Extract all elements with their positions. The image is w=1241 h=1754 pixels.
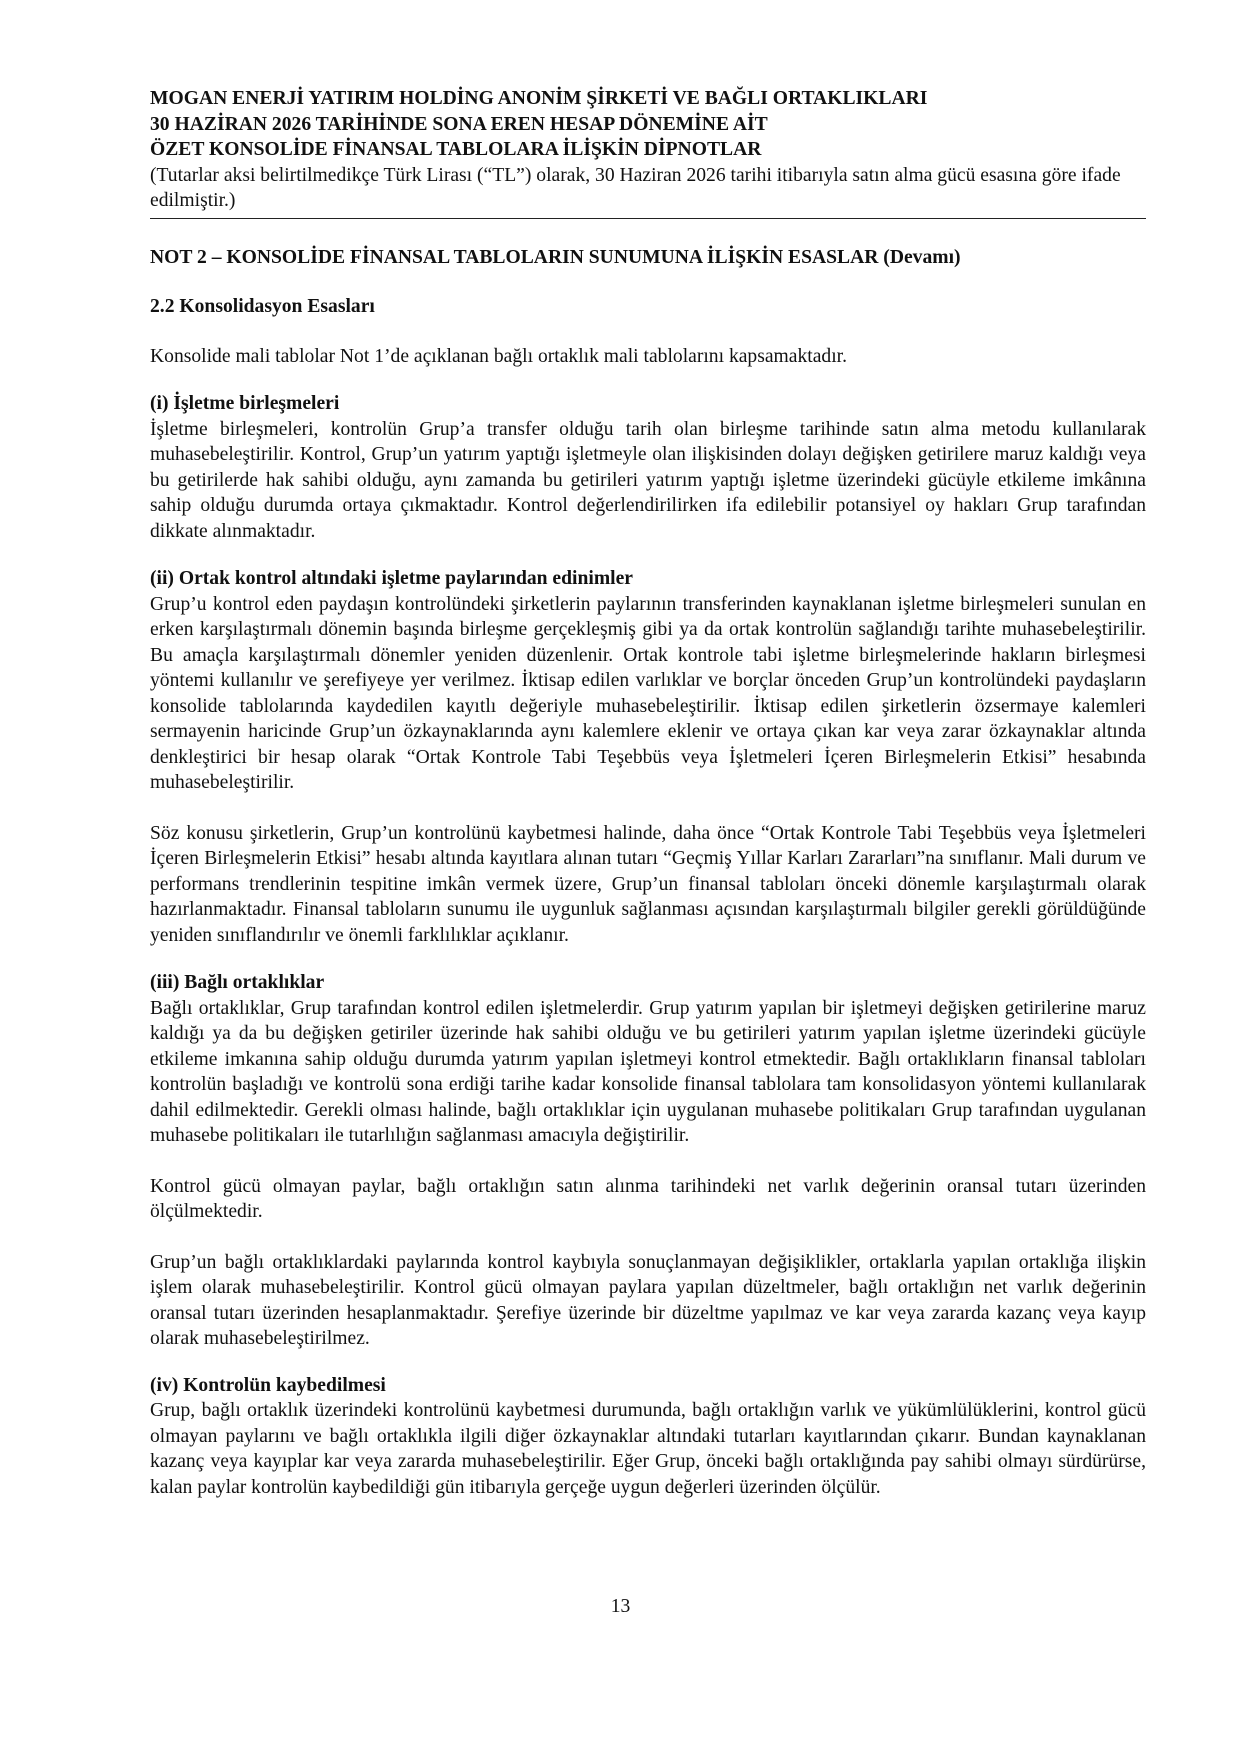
report-title: ÖZET KONSOLİDE FİNANSAL TABLOLARA İLİŞKİN DİPNOTLAR [150, 139, 762, 160]
currency-note: (Tutarlar aksi belirtilmedikçe Türk Lirası (“TL”) olarak, 30 Haziran 2026 tarihi itibarıyla satın alma gücü esasına göre ifade edilmiştir.) [150, 164, 1121, 211]
paragraph: İşletme birleşmeleri, kontrolün Grup’a transfer olduğu tarih olan birleşme tarihinde satın alma metodu kullanılarak muhasebeleştirilir. Kontrol, Grup’un yatırım yaptığı işletmeyle olan ilişkisinden dolayı değişken getirilere maruz kaldığı veya bu getirilerde hak sahibi olduğu, aynı zamanda bu getirileri yatırım yaptığı işletme üzerindeki gücüyle etkileme imkânına sahip olduğu durumda ortaya çıkmaktadır. Kontrol değerlendirilirken ifa edilebilir potansiyel oy hakları Grup tarafından dikkate alınmaktadır. [150, 418, 1146, 542]
section-intro: Konsolide mali tablolar Not 1’de açıklanan bağlı ortaklık mali tablolarını kapsamaktadır. [150, 345, 848, 367]
period-title: 30 HAZİRAN 2026 TARİHİNDE SONA EREN HESAP DÖNEMİNE AİT [150, 113, 768, 135]
paragraph: Kontrol gücü olmayan paylar, bağlı ortaklığın satın alınma tarihindeki net varlık değerinin oransal tutarı üzerinden ölçülmektedir. [150, 1175, 1146, 1222]
company-title: MOGAN ENERJİ YATIRIM HOLDİNG ANONİM ŞİRKETİ VE BAĞLI ORTAKLIKLARI [150, 88, 928, 109]
paragraph: Grup’u kontrol eden paydaşın kontrolündeki şirketlerin paylarının transferinden kaynaklanan işletme birleşmeleri sunulan en erken karşılaştırmalı dönemin başında birleşme gerçekleşmiş gibi ya da ortak kontrolün sağlandığı tarihte muhasebeleştirilir. Bu amaçla karşılaştırmalı dönemler yeniden düzenlenir. Ortak kontrole tabi işletme birleşmelerinde hakların birleşmesi yöntemi kullanılır ve şerefiyeye yer verilmez. İktisap edilen varlıklar ve borçlar önceden Grup’un kontrolündeki paydaşların konsolide tablolarında kaydedilen kayıtlı değeriyle muhasebeleştirilir. İktisap edilen şirketlerin özsermaye kalemleri sermayenin haricinde Grup’un özkaynaklarında aynı kalemlere eklenir ve ortaya çıkan kar veya zarar özkaynaklar altında denkleştirici bir hesap olarak “Ortak Kontrole Tabi Teşebbüs veya İşletmeleri İçeren Birleşmelerin Etkisi” hesabında muhasebeleştirilir. [150, 593, 1146, 793]
note-title: NOT 2 – KONSOLİDE FİNANSAL TABLOLARIN SUNUMUNA İLİŞKİN ESASLAR (Devamı) [150, 246, 961, 268]
paragraph: Söz konusu şirketlerin, Grup’un kontrolünü kaybetmesi halinde, daha önce “Ortak Kontrole Tabi Teşebbüs veya İşletmeleri İçeren Birleşmelerin Etkisi” hesabı altında kayıtlara alınan tutarı “Geçmiş Yıllar Karları Zararları”na sınıflanır. Mali durum ve performans trendlerinin tespitine imkân vermek üzere, Grup’un finansal tabloları önceki dönemle karşılaştırmalı olarak hazırlanmaktadır. Finansal tabloların sunumu ile uygunluk sağlanması açısından karşılaştırmalı bilgiler gerekli görüldüğünde yeniden sınıflandırılır ve önemli farklılıklar açıklanır. [150, 822, 1146, 946]
document-page [150, 86, 1146, 1500]
subsection-heading-iii: (iii) Bağlı ortaklıklar [150, 972, 325, 993]
paragraph: Bağlı ortaklıklar, Grup tarafından kontrol edilen işletmelerdir. Grup yatırım yapılan bir işletmeyi değişken getirilerine maruz kaldığı ya da bu değişken getiriler üzerinde hak sahibi olduğu ve bu getirileri yatırım yapılan işletme üzerindeki gücüyle etkileme imkanına sahip olduğu durumda yatırım yapılan işletmeyi kontrol etmektedir. Bağlı ortaklıkların finansal tabloları kontrolün başladığı ve kontrolü sona erdiği tarihe kadar konsolide finansal tablolara tam konsolidasyon yöntemi kullanılarak dahil edilmektedir. Gerekli olması halinde, bağlı ortaklıklar için uygulanan muhasebe politikaları Grup tarafından uygulanan muhasebe politikaları ile tutarlılığın sağlanması amacıyla değiştirilir. [150, 997, 1146, 1146]
paragraph: Grup’un bağlı ortaklıklardaki paylarında kontrol kaybıyla sonuçlanmayan değişiklikler, ortaklarla yapılan ortaklığa ilişkin işlem olarak muhasebeleştirilir. Kontrol gücü olmayan paylara yapılan düzeltmeler, bağlı ortaklığın net varlık değerinin oransal tutarı üzerinden hesaplanmaktadır. Şerefiye üzerinde bir düzeltme yapılmaz ve kar veya zararda kazanç veya kayıp olarak muhasebeleştirilmez. [150, 1251, 1146, 1349]
section-title: 2.2 Konsolidasyon Esasları [150, 296, 375, 317]
subsection-heading-ii: (ii) Ortak kontrol altındaki işletme paylarından edinimler [150, 568, 633, 589]
document-header [150, 86, 1146, 219]
subsection-heading-i: (i) İşletme birleşmeleri [150, 393, 340, 414]
page-number: 13 [610, 1596, 631, 1617]
header-divider [150, 218, 1146, 219]
subsection-heading-iv: (iv) Kontrolün kaybedilmesi [150, 1374, 386, 1396]
paragraph: Grup, bağlı ortaklık üzerindeki kontrolünü kaybetmesi durumunda, bağlı ortaklığın varlık ve yükümlülüklerini, kontrol gücü olmayan paylarını ve bağlı ortaklıkla ilgili diğer özkaynaklar altındaki tutarları kayıtlarından çıkarır. Bundan kaynaklanan kazanç veya kayıplar kar veya zararda muhasebeleştirilir. Eğer Grup, önceki bağlı ortaklığında pay sahibi olmayı sürdürürse, kalan paylar kontrolün kaybedildiği gün itibarıyla gerçeğe uygun değerleri üzerinden ölçülür. [150, 1400, 1146, 1498]
